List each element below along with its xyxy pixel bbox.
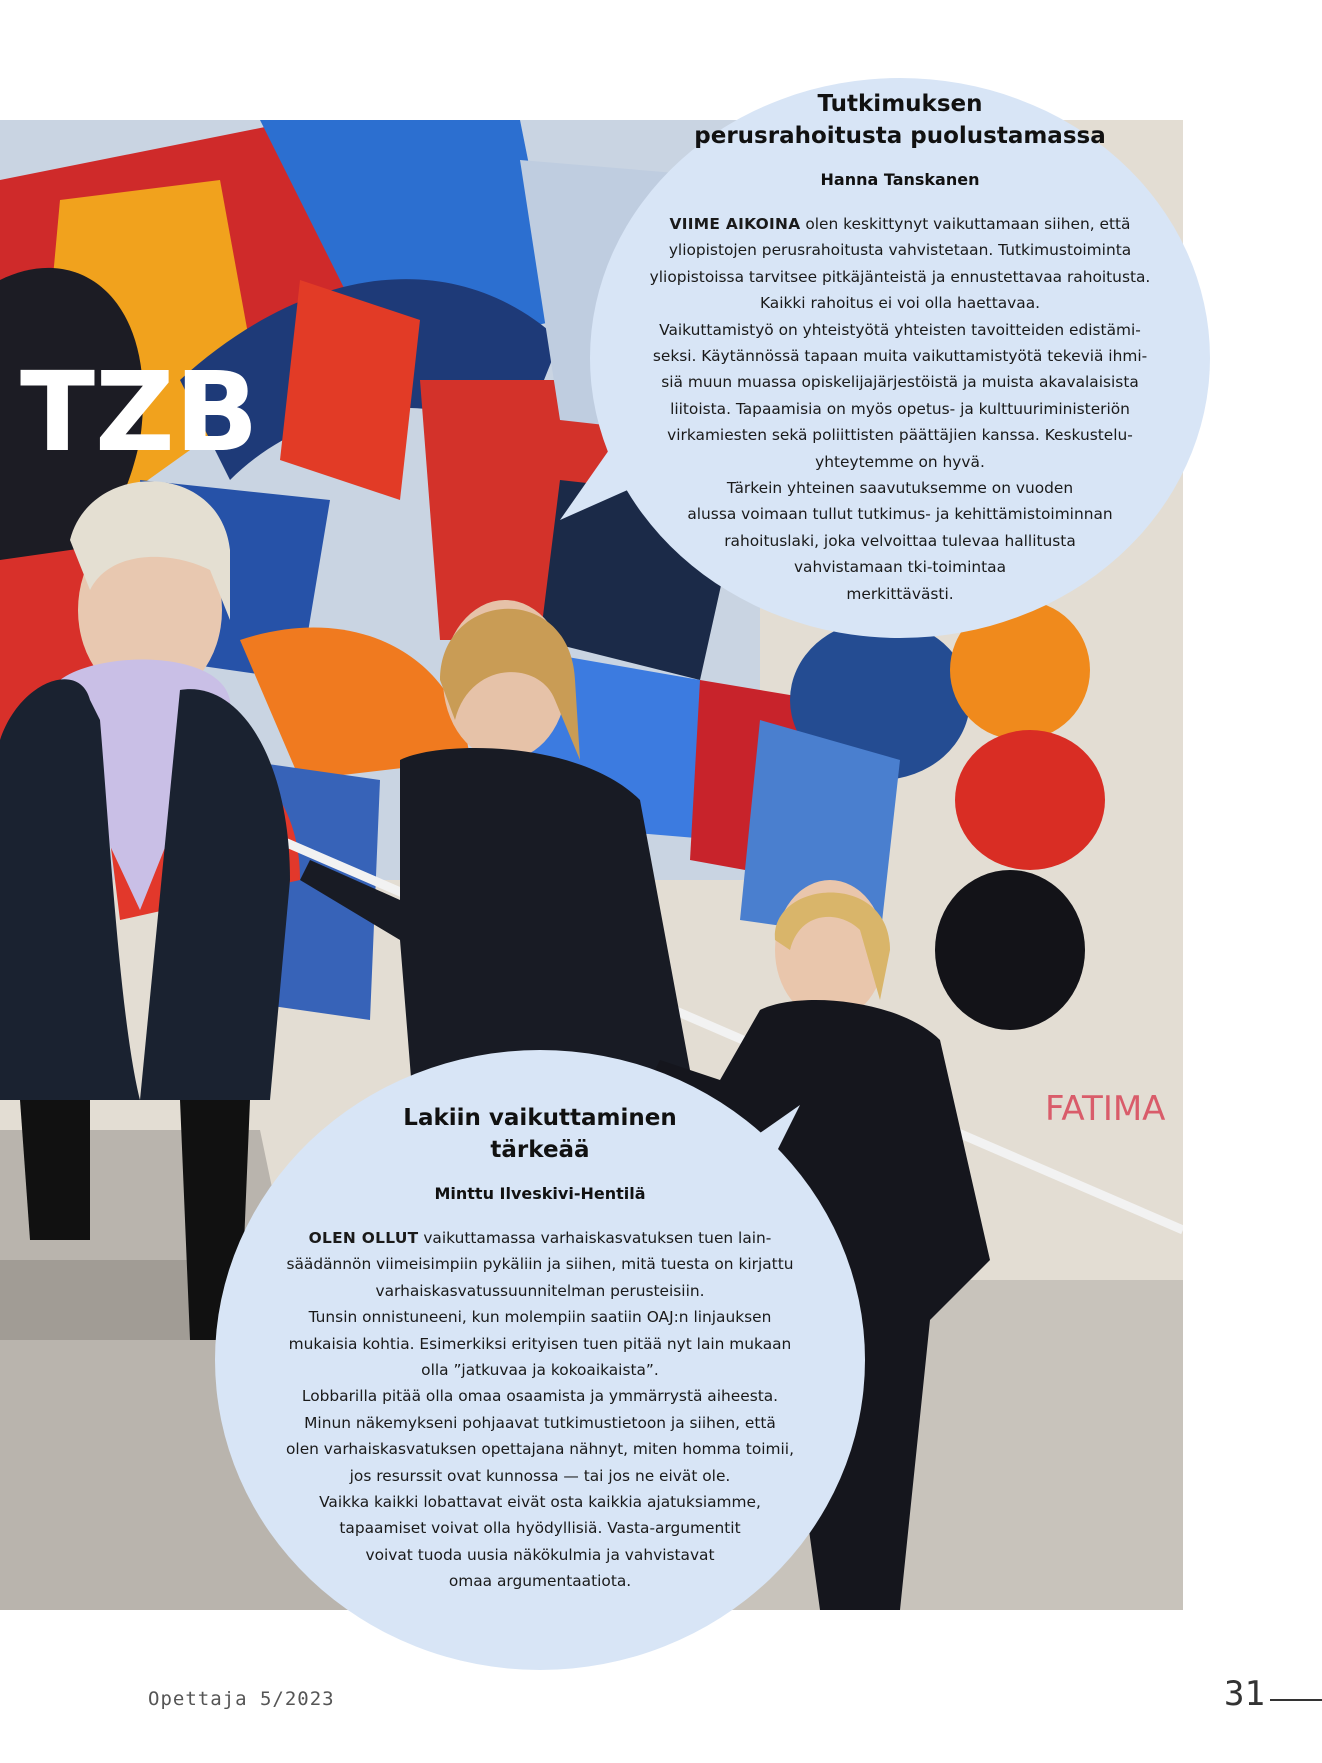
magazine-issue: Opettaja 5/2023 [148, 1688, 335, 1710]
body-line: siä muun muassa opiskelijajärjestöistä ja muista akavalaisista [661, 373, 1139, 392]
svg-text:FATIMA: FATIMA [1045, 1089, 1166, 1129]
body-line: jos resurssit ovat kunnossa — tai jos ne eivät ole. [349, 1466, 731, 1485]
body-line: alussa voimaan tullut tutkimus- ja kehittämistoiminnan [687, 505, 1113, 524]
body-line: mukaisia kohtia. Esimerkiksi erityisen tuen pitää nyt lain mukaan [288, 1334, 792, 1353]
body-line: voivat tuoda uusia näkökulmia ja vahvistavat [365, 1545, 715, 1564]
svg-text:TZB: TZB [20, 348, 259, 476]
body-line: olen varhaiskasvatuksen opettajana nähnyt, miten homma toimii, [286, 1440, 794, 1459]
body-line: rahoituslaki, joka velvoittaa tulevaa hallitusta [724, 531, 1076, 550]
body-line: yliopistojen perusrahoitusta vahvistetaan. Tutkimustoiminta [668, 241, 1132, 260]
body-line: OLEN OLLUT vaikuttamassa varhaiskasvatuksen tuen lain- [308, 1229, 772, 1247]
bubble-body [255, 1225, 825, 1595]
lead-in: VIIME AIKOINA [669, 215, 801, 233]
body-line: Minun näkemykseni pohjaavat tutkimustietoon ja siihen, että [304, 1413, 776, 1432]
bubble-body [630, 211, 1170, 607]
body-line: yliopistoissa tarvitsee pitkäjänteistä ja ennustettavaa rahoitusta. [649, 267, 1151, 286]
bubble-title: Lakiin vaikuttaminen tärkeää [403, 1105, 677, 1163]
bubble-author: Hanna Tanskanen [820, 170, 980, 189]
body-line: olla ”jatkuvaa ja kokoaikaista”. [421, 1361, 659, 1380]
body-line: liitoista. Tapaamisia on myös opetus- ja kulttuuriministeriön [670, 399, 1130, 418]
lead-in: OLEN OLLUT [308, 1229, 419, 1247]
body-line: Kaikki rahoitus ei voi olla haettavaa. [759, 294, 1041, 313]
bubble-author: Minttu Ilveskivi-Hentilä [434, 1184, 646, 1203]
quote-bubble-hanna [590, 78, 1210, 638]
body-line: varhaiskasvatussuunnitelman perusteisiin. [375, 1281, 705, 1300]
body-line: Vaikuttamistyö on yhteistyötä yhteisten tavoitteiden edistämi- [659, 320, 1141, 339]
body-line: säädännön viimeisimpiin pykäliin ja siihen, mitä tuesta on kirjattu [286, 1255, 794, 1274]
body-line: Tärkein yhteinen saavutuksemme on vuoden [726, 479, 1074, 498]
page-number: 31 [1224, 1674, 1265, 1714]
body-line: VIIME AIKOINA olen keskittynyt vaikuttamaan siihen, että [669, 215, 1131, 233]
bubble-title: Tutkimuksen perusrahoitusta puolustamassa [694, 91, 1106, 149]
page-number-rule [1270, 1699, 1322, 1701]
body-line: omaa argumentaatiota. [448, 1572, 632, 1591]
body-line: seksi. Käytännössä tapaan muita vaikuttamistyötä tekeviä ihmi- [652, 347, 1148, 366]
body-line: Tunsin onnistuneeni, kun molempiin saatiin OAJ:n linjauksen [308, 1308, 772, 1327]
body-line: Vaikka kaikki lobattavat eivät osta kaikkia ajatuksiamme, [319, 1493, 761, 1512]
body-line: Lobbarilla pitää olla omaa osaamista ja ymmärrystä aiheesta. [301, 1387, 779, 1406]
quote-bubble-minttu [215, 1050, 865, 1670]
body-line: yhteytemme on hyvä. [815, 452, 985, 471]
body-line: vahvistamaan tki-toimintaa [793, 558, 1007, 577]
body-line: tapaamiset voivat olla hyödyllisiä. Vasta-argumentit [339, 1519, 741, 1538]
body-line: virkamiesten sekä poliittisten päättäjien kanssa. Keskustelu- [667, 426, 1133, 445]
body-line: merkittävästi. [846, 584, 954, 603]
